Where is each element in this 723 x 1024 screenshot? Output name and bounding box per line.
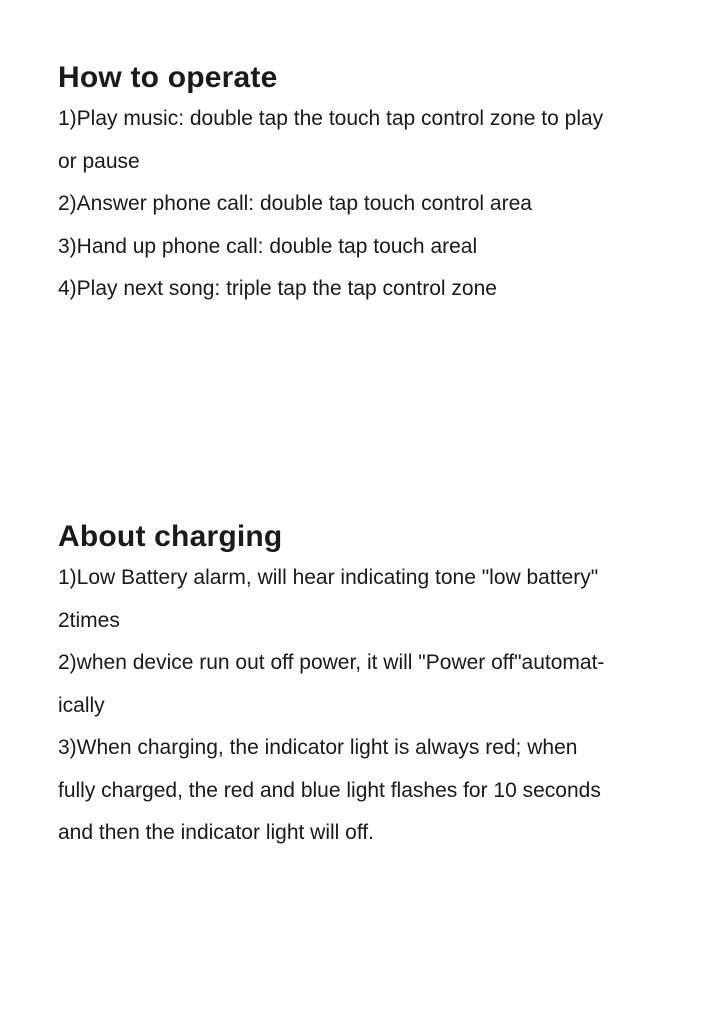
charging-line: 3)When charging, the indicator light is always red; when (58, 736, 578, 759)
charging-line: 2times (58, 608, 120, 632)
charging-instructions (58, 557, 678, 855)
charging-line: and then the indicator light will off. (58, 821, 374, 844)
operate-line: 2)Answer phone call: double tap touch control area (58, 192, 532, 215)
charging-line: 2)when device run out off power, it will "Power off"automat- (58, 651, 605, 674)
charging-heading: About charging (58, 520, 283, 553)
charging-section (58, 517, 678, 855)
charging-line: 1)Low Battery alarm, will hear indicating tone "low battery" (58, 566, 599, 589)
operate-heading: How to operate (58, 61, 278, 94)
operate-line: 4)Play next song: triple tap the tap control zone (58, 277, 497, 300)
operate-line: 3)Hand up phone call: double tap touch areal (58, 234, 478, 258)
operate-line: 1)Play music: double tap the touch tap control zone to play (58, 107, 604, 130)
charging-line: fully charged, the red and blue light flashes for 10 seconds (58, 778, 601, 802)
operate-line: or pause (58, 149, 140, 173)
charging-line: ically (58, 693, 105, 717)
operate-instructions (58, 98, 678, 311)
operate-section (58, 58, 678, 311)
